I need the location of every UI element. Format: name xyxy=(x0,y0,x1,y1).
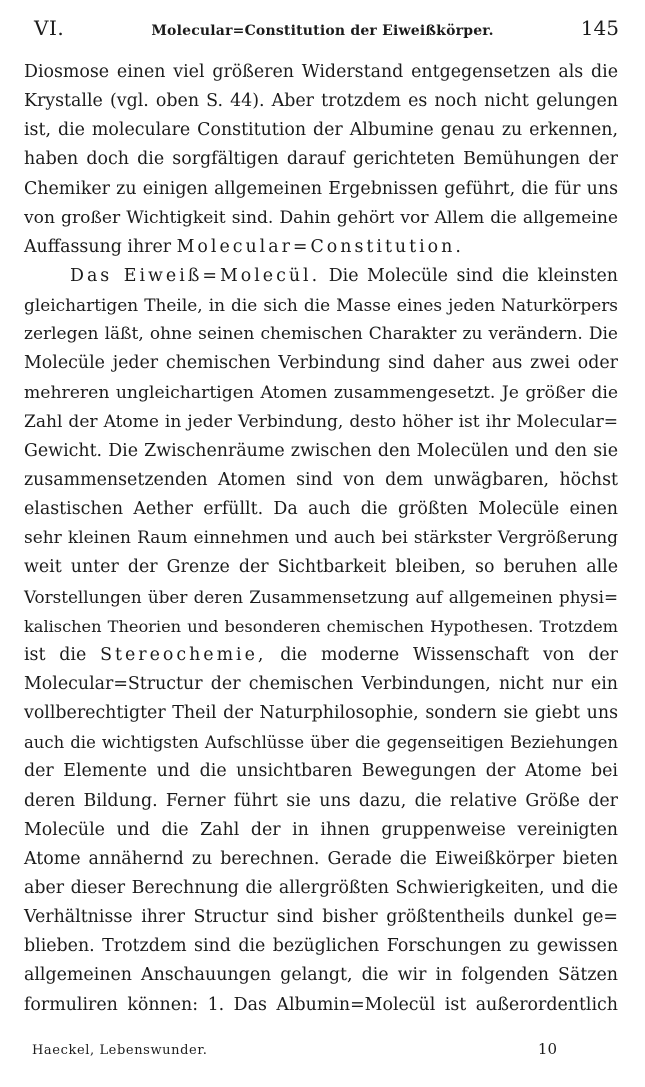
text-line: deren Bildung. Ferner führt sie uns dazu, die relative Größe der xyxy=(24,790,618,811)
text-line: vollberechtigter Theil der Naturphilosophie, sondern sie giebt uns xyxy=(24,703,618,724)
text-line: allgemeinen Anschauungen gelangt, die wir in folgenden Sätzen xyxy=(24,965,618,986)
text-line: elastischen Aether erfüllt. Da auch die größten Molecüle einen xyxy=(24,499,618,520)
emphasized-term: Molecular=Constitution. xyxy=(176,236,464,257)
text-line: der Elemente und die unsichtbaren Bewegungen der Atome bei xyxy=(24,761,618,782)
text-line: von großer Wichtigkeit sind. Dahin gehört vor Allem die allgemeine xyxy=(24,207,618,228)
page-footer xyxy=(32,1040,557,1058)
text-line: auch die wichtigsten Aufschlüsse über die gegenseitigen Beziehungen xyxy=(24,733,618,753)
text-line: ist, die moleculare Constitution der Albumine genau zu erkennen, xyxy=(24,120,618,141)
text-line xyxy=(24,262,618,291)
text-line: Vorstellungen über deren Zusammensetzung auf allgemeinen physi= xyxy=(24,586,618,607)
page-number: 145 xyxy=(580,16,619,40)
text-line: Gewicht. Die Zwischenräume zwischen den Molecülen und den sie xyxy=(24,440,618,461)
text-line: zerlegen läßt, ohne seinen chemischen Charakter zu verändern. Die xyxy=(24,324,618,345)
text-line: Molecüle jeder chemischen Verbindung sind daher aus zwei oder xyxy=(24,353,618,374)
text-line: Atome annähernd zu berechnen. Gerade die Eiweißkörper bieten xyxy=(24,848,618,869)
text-line: haben doch die sorgfältigen darauf gerichteten Bemühungen der xyxy=(24,149,618,170)
text-fragment: Auffassung ihrer xyxy=(24,236,177,257)
text-line: mehreren ungleichartigen Atomen zusammengesetzt. Je größer die xyxy=(24,382,618,403)
emphasized-term: Stereochemie, xyxy=(100,644,267,665)
text-line xyxy=(24,233,618,262)
text-fragment: die moderne Wissenschaft von der xyxy=(266,644,618,665)
text-fragment: ist die xyxy=(24,644,101,665)
text-line: Diosmose einen viel größeren Widerstand entgegensetzen als die xyxy=(24,62,618,82)
text-fragment: Die Molecüle sind die kleinsten xyxy=(320,265,618,286)
text-line: blieben. Trotzdem sind die bezüglichen Forschungen zu gewissen xyxy=(24,936,618,957)
text-line: gleichartigen Theile, in die sich die Masse eines jeden Naturkörpers xyxy=(24,295,618,316)
text-line: weit unter der Grenze der Sichtbarkeit bleiben, so beruhen alle xyxy=(24,557,618,578)
text-line: kalischen Theorien und besonderen chemischen Hypothesen. Trotzdem xyxy=(24,616,618,636)
sheet-number: 10 xyxy=(537,1040,557,1058)
text-line xyxy=(24,641,618,670)
page-header xyxy=(34,16,619,50)
text-line: Molecüle und die Zahl der in ihnen gruppenweise vereinigten xyxy=(24,819,618,840)
text-line: Chemiker zu einigen allgemeinen Ergebnissen geführt, die für uns xyxy=(24,178,618,199)
section-heading-inline: Das Eiweiß=Molecül. xyxy=(70,265,321,286)
chapter-number: VI. xyxy=(34,16,65,40)
text-line: zusammensetzenden Atomen sind von dem unwägbaren, höchst xyxy=(24,469,618,490)
text-line: formuliren können: 1. Das Albumin=Molecül ist außerordentlich xyxy=(24,994,618,1015)
signature-mark: Haeckel, Lebenswunder. xyxy=(32,1043,208,1058)
text-line: Zahl der Atome in jeder Verbindung, desto höher ist ihr Molecular= xyxy=(24,411,618,432)
text-line: aber dieser Berechnung die allergrößten Schwierigkeiten, und die xyxy=(24,877,618,898)
text-line: Verhältnisse ihrer Structur sind bisher größtentheils dunkel ge= xyxy=(24,907,618,928)
text-line: Krystalle (vgl. oben S. 44). Aber trotzdem es noch nicht gelungen xyxy=(24,91,618,112)
body-text xyxy=(24,58,618,1020)
text-line: Molecular=Structur der chemischen Verbindungen, nicht nur ein xyxy=(24,673,618,694)
running-title: Molecular=Constitution der Eiweißkörper. xyxy=(151,23,494,39)
text-line: sehr kleinen Raum einnehmen und auch bei stärkster Vergrößerung xyxy=(24,528,618,549)
